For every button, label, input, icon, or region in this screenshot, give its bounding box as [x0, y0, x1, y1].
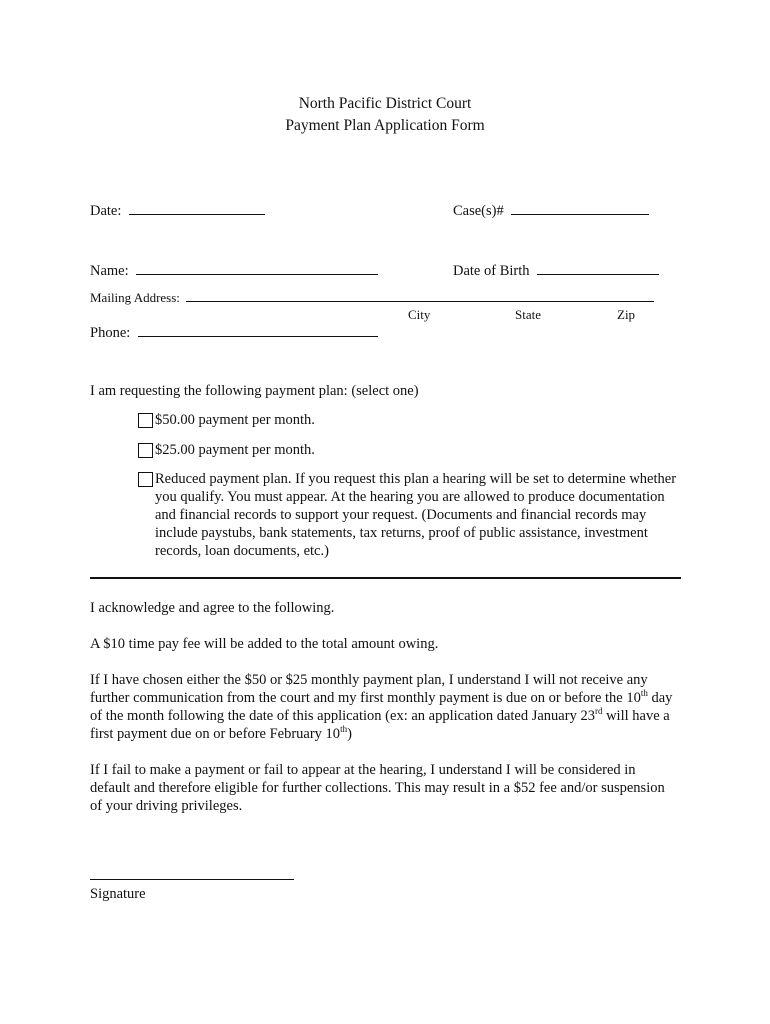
- name-input-line[interactable]: [136, 261, 378, 275]
- mailing-address-label: Mailing Address:: [90, 290, 180, 305]
- section-divider: [90, 577, 681, 579]
- monthly-text-3: will have a first payment due on or before February 10: [90, 708, 670, 742]
- default-statement: If I fail to make a payment or fail to appear at the hearing, I understand I will be considered in default and therefore eligible for further collections. This may result in a $52 fee and/or suspension of your driving privileges.: [90, 762, 665, 814]
- signature-label: Signature: [90, 886, 146, 902]
- option-25-checkbox[interactable]: [138, 443, 153, 458]
- zip-label: Zip: [617, 307, 636, 322]
- name-field: [90, 261, 378, 280]
- monthly-text-1: If I have chosen either the $50 or $25 monthly payment plan, I understand I will not receive any further communication from the court and my first monthly payment is due on or before the 10: [90, 672, 648, 706]
- court-name: North Pacific District Court: [298, 95, 472, 112]
- dob-input-line[interactable]: [537, 261, 659, 275]
- date-label: Date:: [90, 203, 122, 219]
- mailing-address-field: [90, 290, 654, 306]
- monthly-text-4: ): [347, 726, 352, 742]
- date-input-line[interactable]: [129, 201, 265, 215]
- acknowledge-intro: I acknowledge and agree to the following.: [90, 600, 335, 616]
- case-label: Case(s)#: [453, 203, 504, 219]
- signature-line[interactable]: [90, 879, 294, 880]
- option-reduced-checkbox[interactable]: [138, 472, 153, 487]
- phone-label: Phone:: [90, 325, 131, 341]
- monthly-sup-3: th: [340, 724, 348, 735]
- option-50-label: $50.00 payment per month.: [155, 412, 315, 428]
- mailing-address-input-line[interactable]: [186, 290, 654, 302]
- phone-field: [90, 323, 378, 342]
- city-label: City: [408, 307, 431, 322]
- phone-input-line[interactable]: [138, 323, 378, 337]
- fee-statement: A $10 time pay fee will be added to the total amount owing.: [90, 636, 439, 652]
- dob-label: Date of Birth: [453, 263, 530, 279]
- option-50-checkbox[interactable]: [138, 413, 153, 428]
- option-25-label: $25.00 payment per month.: [155, 442, 315, 458]
- state-label: State: [515, 307, 541, 322]
- form-title: Payment Plan Application Form: [285, 117, 485, 134]
- option-reduced-label: Reduced payment plan. If you request this plan a hearing will be set to determine whether you qualify. You must appear. At the hearing you are allowed to produce documentation and financial records to support your request. (Documents and financial records may include paystubs, bank statements, tax returns, proof of public assistance, investment records, loan documents, etc.): [155, 471, 677, 559]
- dob-field: [453, 261, 659, 280]
- case-field: [453, 201, 649, 220]
- monthly-sup-2: rd: [594, 706, 603, 717]
- monthly-text-2: day of the month following the date of this application (ex: an application dated January 23: [90, 690, 673, 724]
- monthly-plan-statement: [90, 671, 685, 743]
- monthly-sup-1: th: [640, 688, 648, 699]
- case-input-line[interactable]: [511, 201, 649, 215]
- date-field: [90, 201, 265, 220]
- plan-prompt: I am requesting the following payment plan: (select one): [90, 383, 419, 399]
- name-label: Name:: [90, 263, 129, 279]
